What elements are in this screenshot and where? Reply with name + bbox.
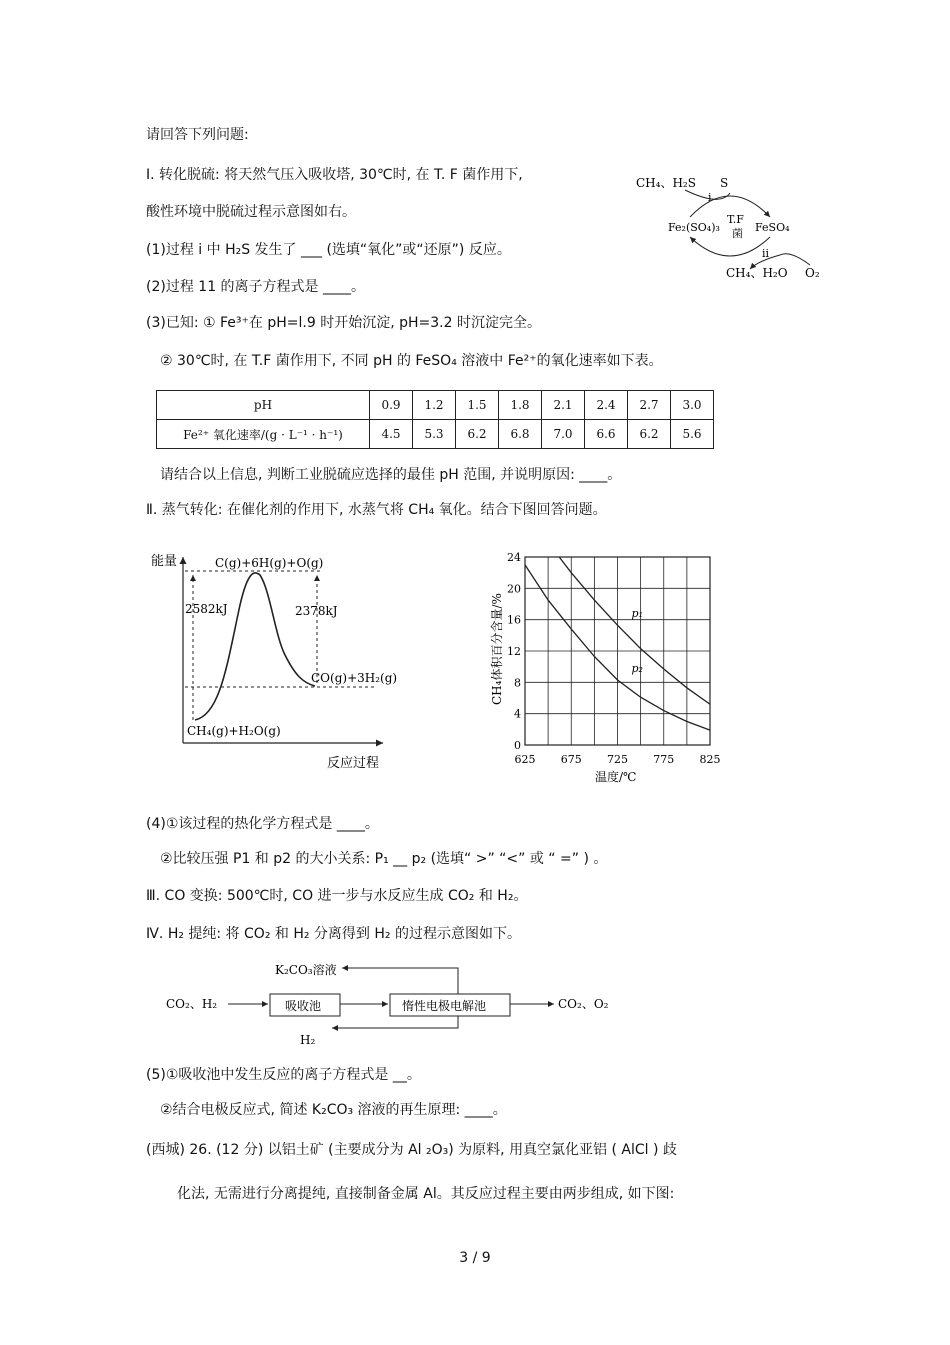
flow-k2co3: K₂CO₃溶液 <box>275 963 337 977</box>
question-5-1: (5)①吸收池中发生反应的离子方程式是 __。 <box>146 1067 421 1083</box>
section-iii-title: Ⅲ. CO 变换: 500℃时, CO 进一步与水反应生成 CO₂ 和 H₂。 <box>146 888 528 904</box>
chart-ytick-label: 0 <box>514 739 521 752</box>
table-row <box>157 420 714 449</box>
chart-ylabel: CH₄体积百分含量/% <box>490 593 504 705</box>
chart-series-label: p₂ <box>631 661 643 675</box>
section-iv-title: Ⅳ. H₂ 提纯: 将 CO₂ 和 H₂ 分离得到 H₂ 的过程示意图如下。 <box>146 926 521 942</box>
question-3-known-1: (3)已知: ① Fe³⁺在 pH=l.9 时开始沉淀, pH=3.2 时沉淀完全。 <box>146 315 541 331</box>
question-1: (1)过程 i 中 H₂S 发生了 ___ (选填“氧化”或“还原”) 反应。 <box>146 242 511 258</box>
ph-cell: 1.5 <box>456 391 499 420</box>
chart-ytick-label: 8 <box>514 676 521 690</box>
section-i-title: I. 转化脱硫: 将天然气压入吸收塔, 30℃时, 在 T. F 菌作用下, <box>146 167 523 183</box>
h2-purification-flow <box>160 958 620 1048</box>
question-3-known-2: ② 30℃时, 在 T.F 菌作用下, 不同 pH 的 FeSO₄ 溶液中 Fe²⁺的氧化速率如下表。 <box>160 353 663 369</box>
cycle-bottom-left: CH₄、H₂O <box>726 266 788 280</box>
chart-ytick-label: 12 <box>507 645 521 658</box>
chart-ytick-label: 20 <box>507 582 521 596</box>
cycle-bottom-right: O₂ <box>805 266 820 280</box>
rate-cell: 6.6 <box>585 420 628 449</box>
energy-reactant: CH₄(g)+H₂O(g) <box>187 724 281 738</box>
section-ii-title: Ⅱ. 蒸气转化: 在催化剂的作用下, 水蒸气将 CH₄ 氧化。结合下图回答问题。 <box>146 502 607 518</box>
question-4-2: ②比较压强 P1 和 p2 的大小关系: P₁ __ p₂ (选填“ >” “<” 或 “ =” ) 。 <box>160 851 608 867</box>
section-i-desc: 酸性环境中脱硫过程示意图如右。 <box>146 204 356 220</box>
chart-ytick-label: 4 <box>514 707 521 721</box>
ph-rate-table <box>156 390 714 449</box>
chart-xtick-label: 675 <box>560 753 582 766</box>
energy-left-gap: 2582kJ <box>185 602 228 616</box>
ph-cell: 2.4 <box>585 391 628 420</box>
chart-ytick-label: 24 <box>507 551 521 564</box>
energy-right-gap: 2378kJ <box>295 604 338 618</box>
chart-xtick-label: 775 <box>653 753 675 766</box>
chart-xtick-label: 825 <box>699 753 721 766</box>
question-4-1: (4)①该过程的热化学方程式是 ____。 <box>146 816 379 832</box>
flow-input: CO₂、H₂ <box>166 997 218 1011</box>
question-5-2: ②结合电极反应式, 简述 K₂CO₃ 溶液的再生原理: ____。 <box>160 1102 507 1118</box>
chart-xtick-label: 725 <box>607 753 628 766</box>
ch4-volume-chart <box>485 545 725 790</box>
chart-xtick-label: 625 <box>514 753 536 766</box>
rate-cell: 6.2 <box>456 420 499 449</box>
table-header-ph: pH <box>157 391 370 420</box>
cycle-right: FeSO₄ <box>755 221 790 234</box>
cycle-center-bottom: 菌 <box>732 227 743 240</box>
table-header-rate: Fe²⁺ 氧化速率/(g · L⁻¹ · h⁻¹) <box>157 420 370 449</box>
ph-cell: 1.8 <box>499 391 542 420</box>
rate-cell: 6.8 <box>499 420 542 449</box>
chart-series-label: p₁ <box>631 607 643 621</box>
rate-cell: 5.6 <box>671 420 714 449</box>
cycle-step-ii: ii <box>762 247 770 260</box>
ph-cell: 1.2 <box>413 391 456 420</box>
energy-xlabel: 反应过程 <box>327 756 380 771</box>
rate-cell: 6.2 <box>628 420 671 449</box>
energy-product: CO(g)+3H₂(g) <box>311 671 398 685</box>
ph-cell: 2.7 <box>628 391 671 420</box>
flow-electrolyzer: 惰性电极电解池 <box>402 999 487 1013</box>
xicheng-question-26-cont: 化法, 无需进行分离提纯, 直接制备金属 Al。其反应过程主要由两步组成, 如下图: <box>177 1186 675 1202</box>
question-3-prompt: 请结合以上信息, 判断工业脱硫应选择的最佳 pH 范围, 并说明原因: ____。 <box>160 467 622 483</box>
rate-cell: 4.5 <box>370 420 413 449</box>
cycle-left: Fe₂(SO₄)₃ <box>668 221 720 234</box>
rate-cell: 5.3 <box>413 420 456 449</box>
flow-h2: H₂ <box>300 1033 316 1047</box>
ph-cell: 2.1 <box>542 391 585 420</box>
flow-output: CO₂、O₂ <box>558 997 609 1011</box>
cycle-top-right: S <box>720 176 729 190</box>
cycle-top-left: CH₄、H₂S <box>636 176 696 190</box>
ph-cell: 3.0 <box>671 391 714 420</box>
chart-xlabel: 温度/℃ <box>595 770 637 784</box>
cycle-step-i: i <box>708 191 712 204</box>
intro-question: 请回答下列问题: <box>146 127 249 143</box>
flow-absorber: 吸收池 <box>285 999 322 1013</box>
question-2: (2)过程 11 的离子方程式是 ____。 <box>146 279 365 295</box>
energy-ylabel: 能量 <box>151 554 178 569</box>
ph-cell: 0.9 <box>370 391 413 420</box>
rate-cell: 7.0 <box>542 420 585 449</box>
desulfurization-cycle-diagram <box>630 165 830 290</box>
xicheng-question-26: (西城) 26. (12 分) 以铝土矿 (主要成分为 Al ₂O₃) 为原料, 用真空氯化亚铝 ( AlCl ) 歧 <box>146 1142 677 1158</box>
energy-profile-diagram <box>145 545 405 785</box>
energy-top-label: C(g)+6H(g)+O(g) <box>215 556 324 570</box>
page-number: 3 / 9 <box>459 1250 491 1266</box>
table-row <box>157 391 714 420</box>
chart-ytick-label: 16 <box>507 613 521 627</box>
cycle-center-top: T.F <box>727 213 744 226</box>
